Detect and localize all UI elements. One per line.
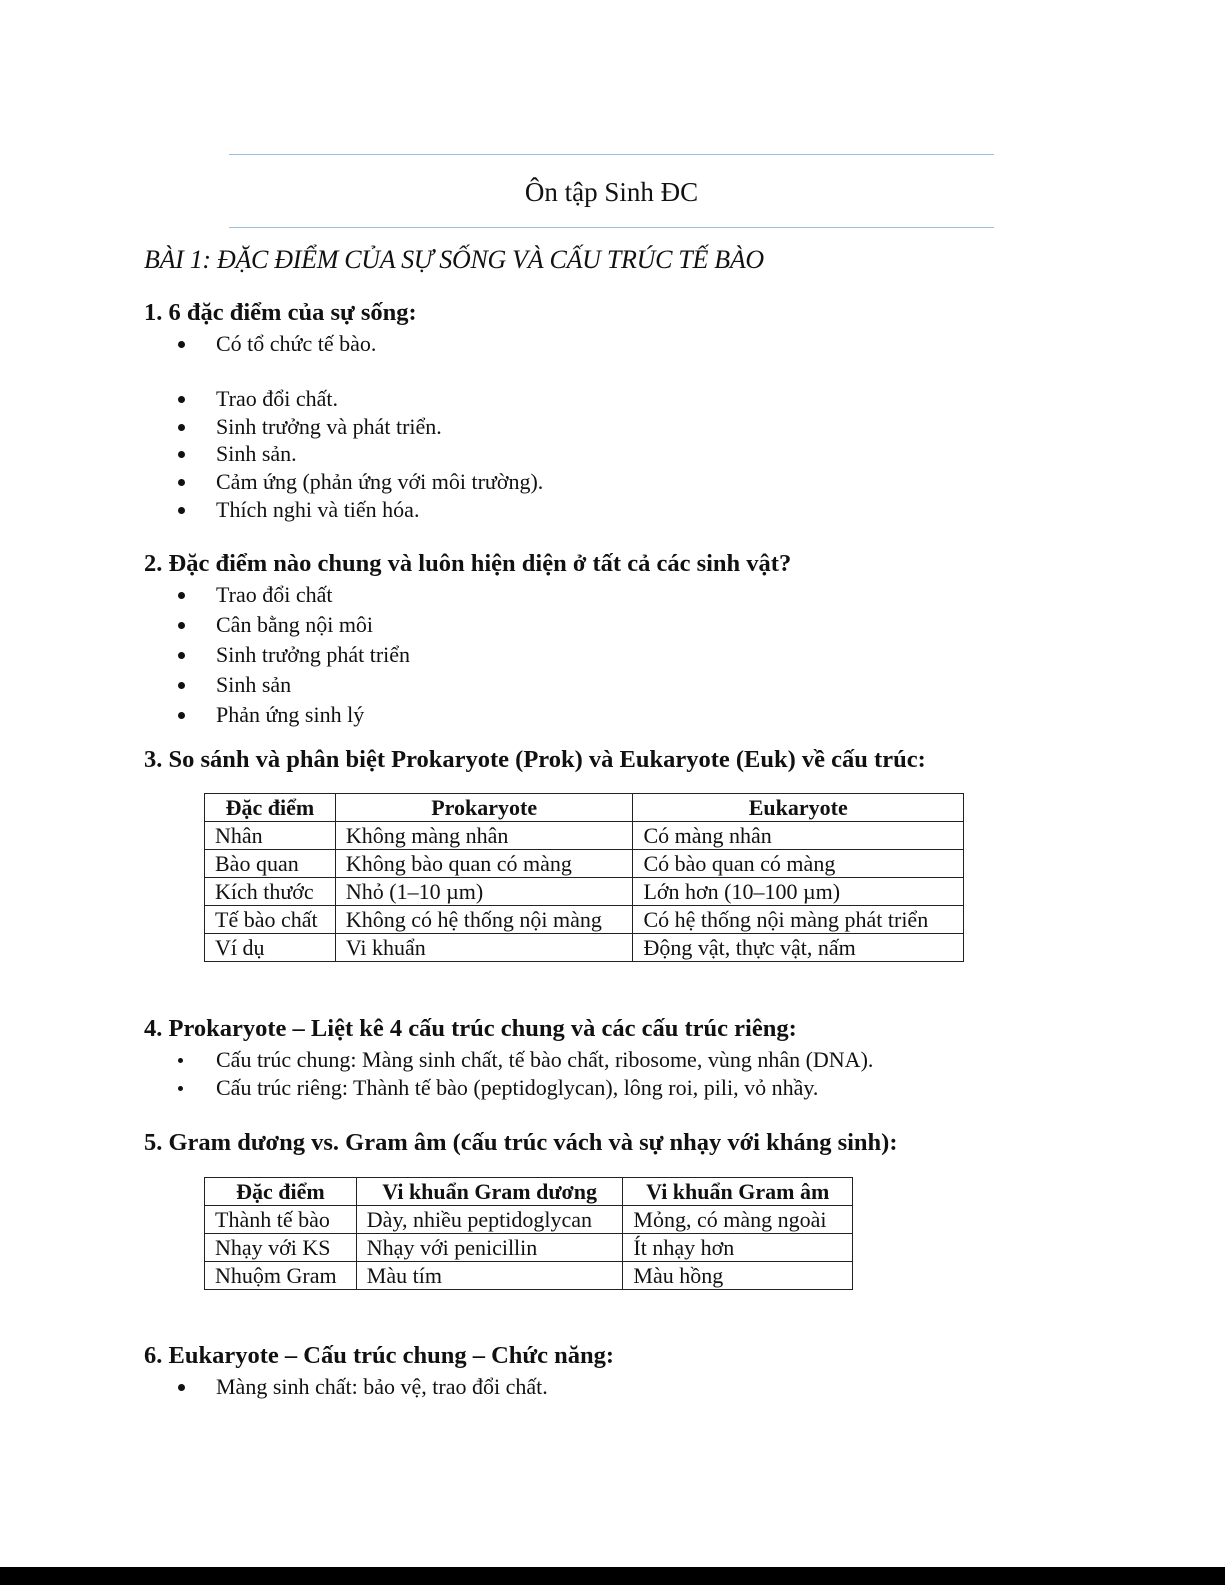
table-header-cell: Đặc điểm <box>205 1178 357 1206</box>
bullet-icon <box>178 1086 183 1091</box>
section4-list <box>0 1046 873 1102</box>
section2-heading: 2. Đặc điểm nào chung và luôn hiện diện ở tất cả các sinh vật? <box>144 550 792 577</box>
table-header-cell: Vi khuẩn Gram âm <box>623 1178 853 1206</box>
table-cell: Bào quan <box>205 850 336 878</box>
bullet-icon <box>178 1384 185 1391</box>
table-cell: Nhạy với penicillin <box>356 1234 623 1262</box>
section3-heading: 3. So sánh và phân biệt Prokaryote (Prok) và Eukaryote (Euk) về cấu trúc: <box>144 746 926 773</box>
table-cell: Màu hồng <box>623 1262 853 1290</box>
table-cell: Không bào quan có màng <box>335 850 633 878</box>
list-item: Màng sinh chất: bảo vệ, trao đổi chất. <box>0 1372 548 1402</box>
table-header-row <box>205 1178 853 1206</box>
table-cell: Không có hệ thống nội màng <box>335 906 633 934</box>
table-row <box>205 1262 853 1290</box>
table-cell: Động vật, thực vật, nấm <box>633 934 964 962</box>
list-item: Sinh trưởng phát triển <box>0 640 410 670</box>
table-header-row <box>205 794 964 822</box>
bullet-icon <box>178 507 185 514</box>
table-cell: Nhuộm Gram <box>205 1262 357 1290</box>
table-row <box>205 1234 853 1262</box>
table-header-cell: Vi khuẩn Gram dương <box>356 1178 623 1206</box>
table-cell: Có bào quan có màng <box>633 850 964 878</box>
table-row <box>205 906 964 934</box>
table-cell: Vi khuẩn <box>335 934 633 962</box>
list-item: Trao đổi chất <box>0 580 410 610</box>
list-item: Sinh sản. <box>0 441 543 467</box>
table-cell: Nhân <box>205 822 336 850</box>
bullet-icon <box>178 652 185 659</box>
table-cell: Dày, nhiều peptidoglycan <box>356 1206 623 1234</box>
bullet-icon <box>178 479 185 486</box>
table-header-cell: Eukaryote <box>633 794 964 822</box>
bullet-icon <box>178 592 185 599</box>
table-cell: Tế bào chất <box>205 906 336 934</box>
list-item: Trao đổi chất. <box>0 385 543 413</box>
header-rule-bottom <box>229 227 994 228</box>
list-item: Cân bằng nội môi <box>0 610 410 640</box>
list-item: Cấu trúc chung: Màng sinh chất, tế bào chất, ribosome, vùng nhân (DNA). <box>0 1046 873 1074</box>
list-item: Sinh trưởng và phát triển. <box>0 413 543 441</box>
table-cell: Có hệ thống nội màng phát triển <box>633 906 964 934</box>
table-cell: Kích thước <box>205 878 336 906</box>
table-cell: Mỏng, có màng ngoài <box>623 1206 853 1234</box>
table-header-cell: Đặc điểm <box>205 794 336 822</box>
header-rule-top <box>229 154 994 155</box>
section2-list <box>0 580 410 730</box>
table-cell: Thành tế bào <box>205 1206 357 1234</box>
bullet-icon <box>178 424 185 431</box>
bullet-icon <box>178 396 185 403</box>
table-row <box>205 1206 853 1234</box>
list-item: Thích nghi và tiến hóa. <box>0 496 543 524</box>
list-item: Cấu trúc riêng: Thành tế bào (peptidoglycan), lông roi, pili, vỏ nhầy. <box>0 1074 873 1102</box>
lesson-heading: BÀI 1: ĐẶC ĐIỂM CỦA SỰ SỐNG VÀ CẤU TRÚC TẾ BÀO <box>144 245 764 274</box>
list-item: Phản ứng sinh lý <box>0 700 410 730</box>
section6-list <box>0 1372 548 1402</box>
section5-heading: 5. Gram dương vs. Gram âm (cấu trúc vách và sự nhạy với kháng sinh): <box>144 1129 898 1156</box>
table-cell: Màu tím <box>356 1262 623 1290</box>
list-item: Sinh sản <box>0 670 410 700</box>
table-cell: Ví dụ <box>205 934 336 962</box>
gram-table <box>204 1177 853 1290</box>
page-bottom-border <box>0 1567 1225 1585</box>
bullet-icon <box>178 682 185 689</box>
section4-heading: 4. Prokaryote – Liệt kê 4 cấu trúc chung và các cấu trúc riêng: <box>144 1015 797 1042</box>
bullet-icon <box>178 451 185 458</box>
table-cell: Nhỏ (1–10 µm) <box>335 878 633 906</box>
list-item: Có tổ chức tế bào. <box>0 330 543 358</box>
table-cell: Có màng nhân <box>633 822 964 850</box>
bullet-icon <box>178 712 185 719</box>
bullet-icon <box>178 622 185 629</box>
bullet-icon <box>178 341 185 348</box>
table-row <box>205 822 964 850</box>
table-cell: Lớn hơn (10–100 µm) <box>633 878 964 906</box>
document-title: Ôn tập Sinh ĐC <box>524 177 699 207</box>
list-item: Cảm ứng (phản ứng với môi trường). <box>0 467 543 496</box>
section1-heading: 1. 6 đặc điểm của sự sống: <box>144 299 417 326</box>
section1-list <box>0 330 543 524</box>
bullet-icon <box>178 1058 183 1063</box>
table-row <box>205 850 964 878</box>
prok-euk-table <box>204 793 964 962</box>
section6-heading: 6. Eukaryote – Cấu trúc chung – Chức năng: <box>144 1342 615 1369</box>
table-row <box>205 878 964 906</box>
table-cell: Ít nhạy hơn <box>623 1234 853 1262</box>
table-cell: Không màng nhân <box>335 822 633 850</box>
table-header-cell: Prokaryote <box>335 794 633 822</box>
table-row <box>205 934 964 962</box>
table-cell: Nhạy với KS <box>205 1234 357 1262</box>
